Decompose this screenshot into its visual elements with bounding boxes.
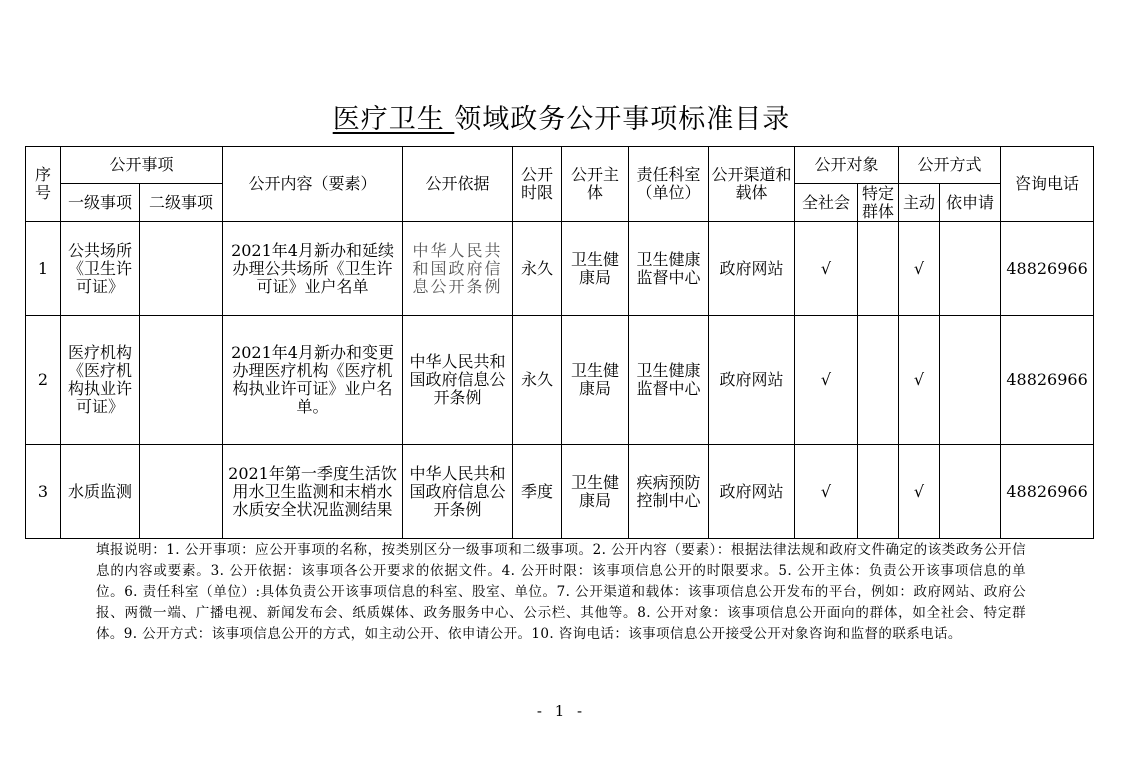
header-method: 公开方式 xyxy=(899,147,1001,184)
header-no: 序号 xyxy=(26,147,61,222)
catalog-table xyxy=(25,146,1094,539)
row-method-active: √ xyxy=(899,445,940,539)
page-title xyxy=(0,97,1123,136)
header-channel: 公开渠道和载体 xyxy=(709,147,795,222)
header-item: 公开事项 xyxy=(61,147,223,184)
row-item-l1: 医疗机构《医疗机构执业许可证》 xyxy=(61,316,140,445)
row-item-l1: 水质监测 xyxy=(61,445,140,539)
row-phone: 48826966 xyxy=(1001,316,1094,445)
row-target-special xyxy=(858,316,899,445)
table-row xyxy=(26,445,1094,539)
row-item-l2 xyxy=(140,316,223,445)
row-method-request xyxy=(940,445,1001,539)
row-dept: 疾病预防控制中心 xyxy=(629,445,709,539)
header-target: 公开对象 xyxy=(795,147,899,184)
header-row-1 xyxy=(26,147,1094,184)
row-target-all: √ xyxy=(795,222,858,316)
row-method-active: √ xyxy=(899,222,940,316)
row-target-special xyxy=(858,222,899,316)
row-content: 2021年第一季度生活饮用水卫生监测和末梢水水质安全状况监测结果 xyxy=(223,445,403,539)
row-item-l2 xyxy=(140,222,223,316)
row-phone: 48826966 xyxy=(1001,445,1094,539)
row-target-all: √ xyxy=(795,316,858,445)
row-no: 2 xyxy=(26,316,61,445)
row-content: 2021年4月新办和延续办理公共场所《卫生许可证》业户名单 xyxy=(223,222,403,316)
row-basis: 中华人民共和国政府信息公开条例 xyxy=(403,222,513,316)
header-basis: 公开依据 xyxy=(403,147,513,222)
row-no: 3 xyxy=(26,445,61,539)
header-method-request: 依申请 xyxy=(940,184,1001,222)
row-method-request xyxy=(940,316,1001,445)
row-subject: 卫生健康局 xyxy=(562,445,629,539)
row-basis: 中华人民共和国政府信息公开条例 xyxy=(403,316,513,445)
row-method-request xyxy=(940,222,1001,316)
row-dept: 卫生健康监督中心 xyxy=(629,316,709,445)
header-period: 公开时限 xyxy=(513,147,562,222)
row-phone: 48826966 xyxy=(1001,222,1094,316)
header-phone: 咨询电话 xyxy=(1001,147,1094,222)
header-dept: 责任科室（单位） xyxy=(629,147,709,222)
header-target-special: 特定群体 xyxy=(858,184,899,222)
table-row xyxy=(26,316,1094,445)
row-channel: 政府网站 xyxy=(709,445,795,539)
row-period: 永久 xyxy=(513,316,562,445)
filling-notes: 填报说明：1. 公开事项：应公开事项的名称，按类别区分一级事项和二级事项。2. 公开内容（要素）：根据法律法规和政府文件确定的该类政务公开信息的内容或要素。3. 公开依据：该事项各公开要求的依据文件。4. 公开时限：该事项信息公开的时限要求。5. 公开主体：负责公开该事项信息的单位。6. 责任科室（单位）:具体负责公开该事项信息的科室、股室、单位。7. 公开渠道和载体：该事项信息公开发布的平台，例如：政府网站、政府公报、两微一端、广播电视、新闻发布会、纸质媒体、政务服务中心、公示栏、其他等。8. 公开对象：该事项信息公开面向的群体，如全社会、特定群体。9. 公开方式：该事项信息公开的方式，如主动公开、依申请公开。10. 咨询电话：该事项信息公开接受公开对象咨询和监督的联系电话。 xyxy=(96,542,1026,642)
row-period: 永久 xyxy=(513,222,562,316)
row-method-active: √ xyxy=(899,316,940,445)
row-target-special xyxy=(858,445,899,539)
header-content: 公开内容（要素） xyxy=(223,147,403,222)
header-item-l2: 二级事项 xyxy=(140,184,223,222)
row-no: 1 xyxy=(26,222,61,316)
table-row xyxy=(26,222,1094,316)
row-content: 2021年4月新办和变更办理医疗机构《医疗机构执业许可证》业户名单。 xyxy=(223,316,403,445)
row-basis: 中华人民共和国政府信息公开条例 xyxy=(403,445,513,539)
row-target-all: √ xyxy=(795,445,858,539)
header-method-active: 主动 xyxy=(899,184,940,222)
row-item-l1: 公共场所《卫生许可证》 xyxy=(61,222,140,316)
page-number: - 1 - xyxy=(536,702,587,720)
row-channel: 政府网站 xyxy=(709,316,795,445)
row-item-l2 xyxy=(140,445,223,539)
row-period: 季度 xyxy=(513,445,562,539)
row-subject: 卫生健康局 xyxy=(562,316,629,445)
row-dept: 卫生健康监督中心 xyxy=(629,222,709,316)
row-channel: 政府网站 xyxy=(709,222,795,316)
header-subject: 公开主体 xyxy=(562,147,629,222)
header-target-all: 全社会 xyxy=(795,184,858,222)
title-domain: 医疗卫生 xyxy=(332,104,455,135)
header-item-l1: 一级事项 xyxy=(61,184,140,222)
row-subject: 卫生健康局 xyxy=(562,222,629,316)
title-rest: 领域政务公开事项标准目录 xyxy=(454,104,791,135)
